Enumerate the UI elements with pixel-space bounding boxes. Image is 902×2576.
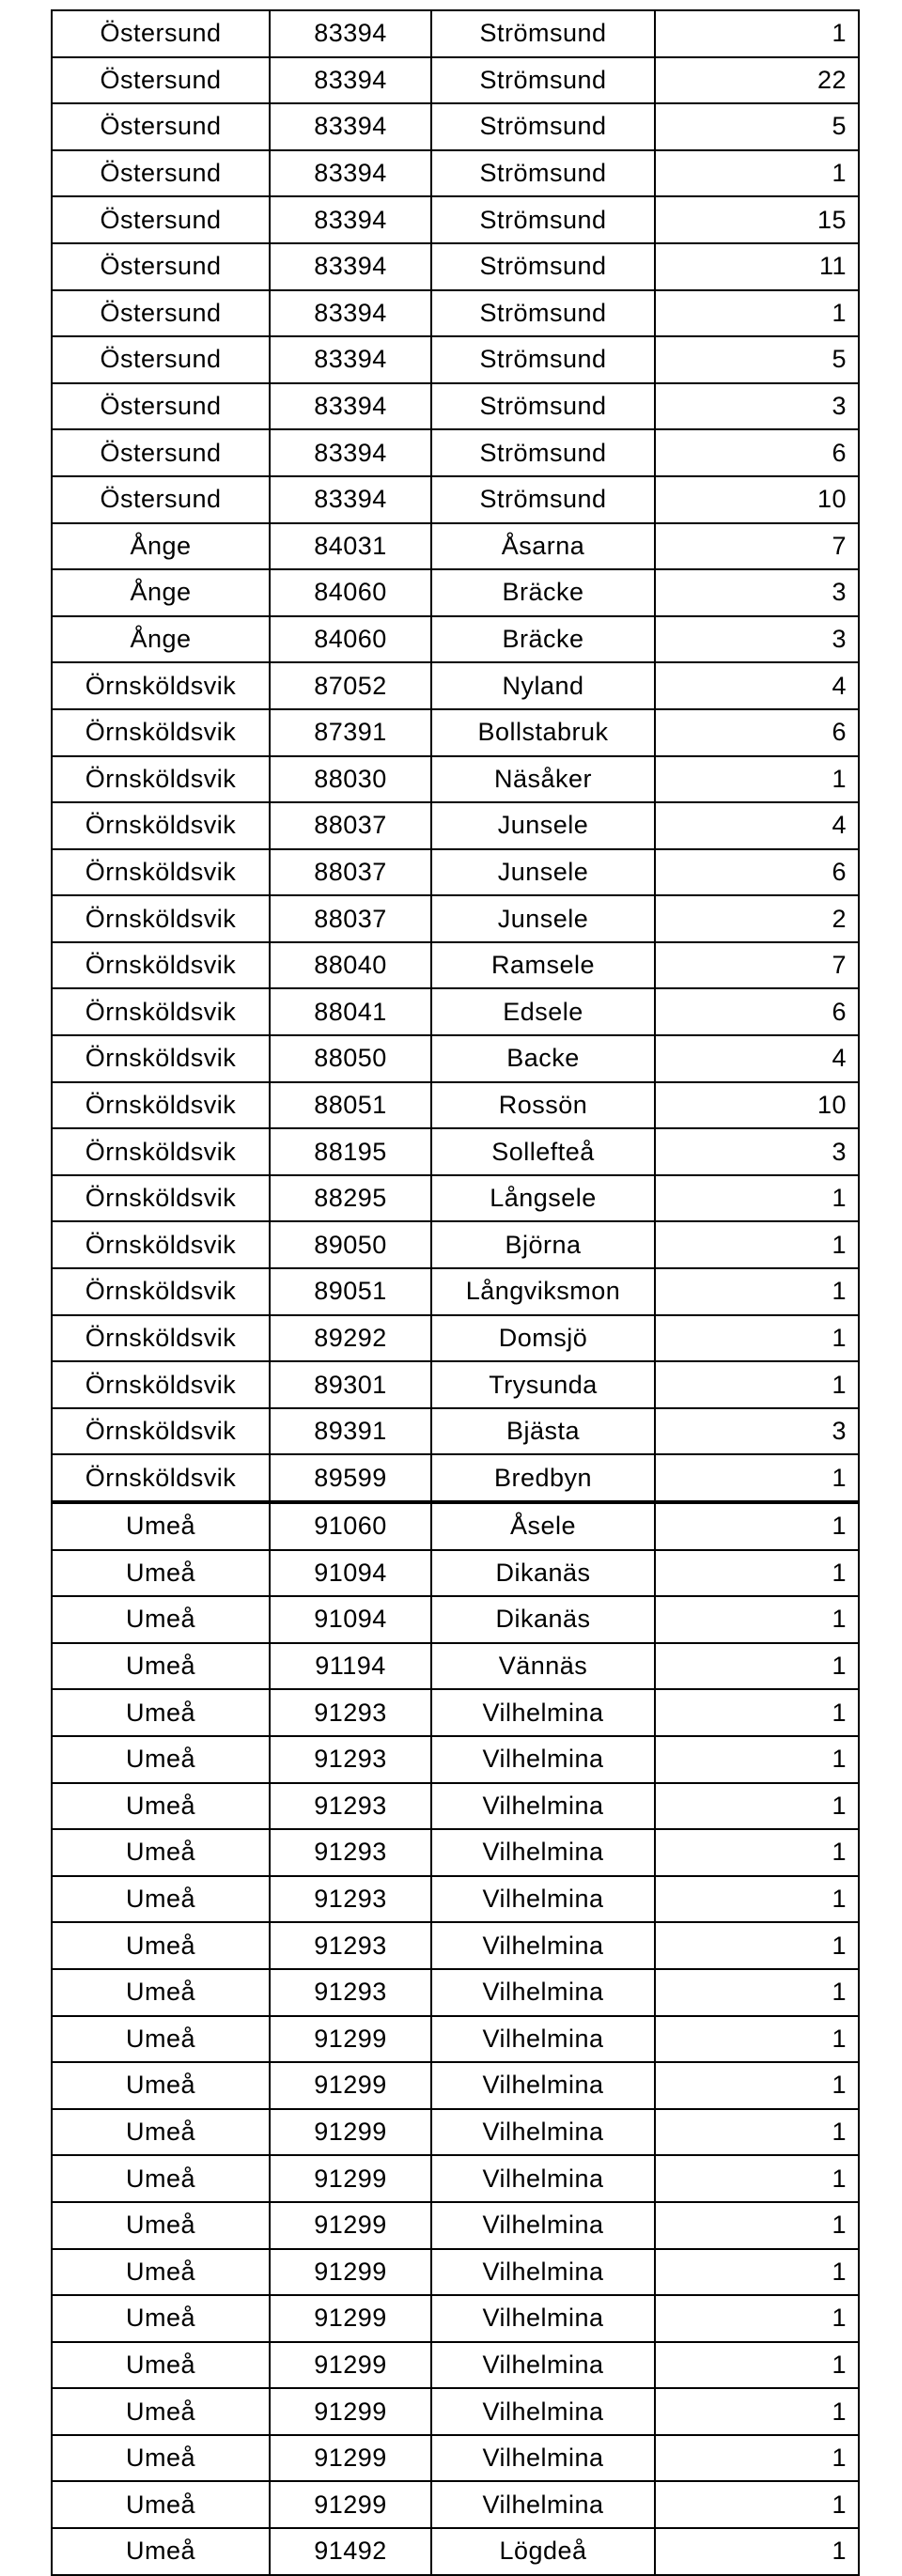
- count-cell: 22: [655, 57, 859, 104]
- postal-code-cell: 91293: [270, 1876, 431, 1923]
- city-cell: Umeå: [52, 2435, 270, 2482]
- city-cell: Örnsköldsvik: [52, 662, 270, 709]
- count-cell: 1: [655, 756, 859, 803]
- table-row: [52, 429, 859, 476]
- city-cell: Östersund: [52, 103, 270, 150]
- count-cell: 3: [655, 1128, 859, 1175]
- town-cell: Åsarna: [431, 523, 655, 570]
- table-row: [52, 1175, 859, 1222]
- count-cell: 1: [655, 2295, 859, 2342]
- city-cell: Örnsköldsvik: [52, 1082, 270, 1129]
- count-cell: 3: [655, 1408, 859, 1455]
- count-cell: 1: [655, 2481, 859, 2528]
- postal-code-cell: 88037: [270, 849, 431, 896]
- town-cell: Strömsund: [431, 290, 655, 337]
- count-cell: 1: [655, 10, 859, 57]
- city-cell: Östersund: [52, 383, 270, 430]
- count-cell: 1: [655, 290, 859, 337]
- city-cell: Örnsköldsvik: [52, 988, 270, 1035]
- table-row: [52, 57, 859, 104]
- city-cell: Örnsköldsvik: [52, 942, 270, 989]
- count-cell: 1: [655, 150, 859, 197]
- postal-code-cell: 83394: [270, 150, 431, 197]
- town-cell: Strömsund: [431, 10, 655, 57]
- town-cell: Dikanäs: [431, 1550, 655, 1597]
- count-cell: 5: [655, 336, 859, 383]
- count-cell: 1: [655, 1876, 859, 1923]
- town-cell: Domsjö: [431, 1315, 655, 1362]
- table-row: [52, 1689, 859, 1736]
- count-cell: 1: [655, 2155, 859, 2202]
- table-row: [52, 476, 859, 523]
- town-cell: Strömsund: [431, 196, 655, 243]
- table-row: [52, 1408, 859, 1455]
- town-cell: Strömsund: [431, 103, 655, 150]
- city-cell: Umeå: [52, 1643, 270, 1690]
- city-cell: Östersund: [52, 57, 270, 104]
- town-cell: Bredbyn: [431, 1454, 655, 1502]
- town-cell: Vilhelmina: [431, 1969, 655, 2016]
- city-cell: Örnsköldsvik: [52, 1035, 270, 1082]
- city-cell: Umeå: [52, 1689, 270, 1736]
- postal-code-cell: 91299: [270, 2155, 431, 2202]
- table-row: [52, 1829, 859, 1876]
- town-cell: Junsele: [431, 849, 655, 896]
- count-cell: 1: [655, 2109, 859, 2156]
- table-row: [52, 569, 859, 616]
- postal-code-cell: 83394: [270, 476, 431, 523]
- count-cell: 1: [655, 1829, 859, 1876]
- postal-code-cell: 83394: [270, 429, 431, 476]
- postal-code-cell: 87052: [270, 662, 431, 709]
- postal-code-cell: 91299: [270, 2295, 431, 2342]
- table-row: [52, 290, 859, 337]
- town-cell: Strömsund: [431, 429, 655, 476]
- table-row: [52, 1315, 859, 1362]
- table-row: [52, 662, 859, 709]
- table-row: [52, 150, 859, 197]
- table-row: [52, 2295, 859, 2342]
- count-cell: 2: [655, 895, 859, 942]
- town-cell: Vilhelmina: [431, 2109, 655, 2156]
- table-row: [52, 1876, 859, 1923]
- city-cell: Umeå: [52, 2016, 270, 2063]
- town-cell: Vilhelmina: [431, 1783, 655, 1830]
- table-row: [52, 616, 859, 663]
- city-cell: Örnsköldsvik: [52, 1454, 270, 1502]
- town-cell: Vilhelmina: [431, 1736, 655, 1783]
- count-cell: 6: [655, 429, 859, 476]
- table-row: [52, 1969, 859, 2016]
- table-row: [52, 942, 859, 989]
- city-cell: Östersund: [52, 243, 270, 290]
- city-cell: Örnsköldsvik: [52, 1268, 270, 1315]
- city-cell: Östersund: [52, 476, 270, 523]
- table-row: [52, 1454, 859, 1502]
- postal-code-cell: 91299: [270, 2481, 431, 2528]
- table-row: [52, 1643, 859, 1690]
- table-row: [52, 1596, 859, 1643]
- table-row: [52, 2062, 859, 2109]
- city-cell: Umeå: [52, 1876, 270, 1923]
- count-cell: 1: [655, 1736, 859, 1783]
- town-cell: Backe: [431, 1035, 655, 1082]
- postal-code-cell: 91293: [270, 1736, 431, 1783]
- postal-code-cell: 89051: [270, 1268, 431, 1315]
- count-cell: 1: [655, 1596, 859, 1643]
- town-cell: Edsele: [431, 988, 655, 1035]
- town-cell: Ramsele: [431, 942, 655, 989]
- town-cell: Vilhelmina: [431, 2016, 655, 2063]
- table-row: [52, 1082, 859, 1129]
- postal-code-cell: 91293: [270, 1922, 431, 1969]
- postal-code-cell: 84060: [270, 569, 431, 616]
- table-row: [52, 1221, 859, 1268]
- count-cell: 1: [655, 2388, 859, 2435]
- city-cell: Umeå: [52, 2388, 270, 2435]
- city-cell: Örnsköldsvik: [52, 895, 270, 942]
- city-cell: Östersund: [52, 336, 270, 383]
- town-cell: Lögdeå: [431, 2528, 655, 2575]
- count-cell: 1: [655, 1922, 859, 1969]
- table-row: [52, 1361, 859, 1408]
- city-cell: Östersund: [52, 290, 270, 337]
- table-row: [52, 1550, 859, 1597]
- count-cell: 4: [655, 1035, 859, 1082]
- postal-code-cell: 91094: [270, 1596, 431, 1643]
- town-cell: Vilhelmina: [431, 2435, 655, 2482]
- town-cell: Junsele: [431, 802, 655, 849]
- count-cell: 1: [655, 2435, 859, 2482]
- town-cell: Strömsund: [431, 150, 655, 197]
- table-row: [52, 1128, 859, 1175]
- count-cell: 3: [655, 569, 859, 616]
- table-row: [52, 336, 859, 383]
- city-cell: Umeå: [52, 2342, 270, 2389]
- table-row: [52, 103, 859, 150]
- town-cell: Vilhelmina: [431, 2155, 655, 2202]
- city-cell: Örnsköldsvik: [52, 1361, 270, 1408]
- town-cell: Vilhelmina: [431, 2342, 655, 2389]
- town-cell: Strömsund: [431, 383, 655, 430]
- city-cell: Umeå: [52, 2155, 270, 2202]
- postal-code-cell: 89050: [270, 1221, 431, 1268]
- count-cell: 1: [655, 2528, 859, 2575]
- count-cell: 6: [655, 988, 859, 1035]
- count-cell: 1: [655, 2016, 859, 2063]
- city-cell: Umeå: [52, 2481, 270, 2528]
- town-cell: Bräcke: [431, 569, 655, 616]
- postal-code-cell: 91299: [270, 2016, 431, 2063]
- count-cell: 6: [655, 849, 859, 896]
- postal-code-cell: 91293: [270, 1829, 431, 1876]
- postal-code-cell: 87391: [270, 709, 431, 756]
- count-cell: 3: [655, 616, 859, 663]
- count-cell: 10: [655, 1082, 859, 1129]
- postal-code-cell: 91299: [270, 2342, 431, 2389]
- count-cell: 1: [655, 1643, 859, 1690]
- postal-code-cell: 84031: [270, 523, 431, 570]
- postal-code-cell: 88037: [270, 895, 431, 942]
- town-cell: Vilhelmina: [431, 2481, 655, 2528]
- count-cell: 6: [655, 709, 859, 756]
- postal-code-cell: 88040: [270, 942, 431, 989]
- count-cell: 1: [655, 1268, 859, 1315]
- postal-code-cell: 83394: [270, 336, 431, 383]
- city-cell: Umeå: [52, 1922, 270, 1969]
- table-row: [52, 849, 859, 896]
- count-cell: 4: [655, 662, 859, 709]
- postal-code-cell: 88050: [270, 1035, 431, 1082]
- city-cell: Örnsköldsvik: [52, 1315, 270, 1362]
- table-row: [52, 2249, 859, 2296]
- postal-code-cell: 91299: [270, 2109, 431, 2156]
- count-cell: 11: [655, 243, 859, 290]
- town-cell: Bjästa: [431, 1408, 655, 1455]
- postal-code-cell: 89599: [270, 1454, 431, 1502]
- postal-code-cell: 91293: [270, 1689, 431, 1736]
- city-cell: Umeå: [52, 2109, 270, 2156]
- town-cell: Vilhelmina: [431, 1876, 655, 1923]
- table-row: [52, 2016, 859, 2063]
- town-cell: Vännäs: [431, 1643, 655, 1690]
- town-cell: Vilhelmina: [431, 1689, 655, 1736]
- town-cell: Rossön: [431, 1082, 655, 1129]
- postal-code-cell: 91194: [270, 1643, 431, 1690]
- postal-code-cell: 88030: [270, 756, 431, 803]
- table-row: [52, 196, 859, 243]
- city-cell: Örnsköldsvik: [52, 1408, 270, 1455]
- city-cell: Örnsköldsvik: [52, 802, 270, 849]
- town-cell: Dikanäs: [431, 1596, 655, 1643]
- count-cell: 1: [655, 1550, 859, 1597]
- count-cell: 1: [655, 2249, 859, 2296]
- city-cell: Umeå: [52, 1596, 270, 1643]
- table-row: [52, 1922, 859, 1969]
- city-cell: Umeå: [52, 1783, 270, 1830]
- table-row: [52, 2109, 859, 2156]
- table-row: [52, 988, 859, 1035]
- count-cell: 1: [655, 2062, 859, 2109]
- postal-code-cell: 91299: [270, 2435, 431, 2482]
- postal-code-cell: 88037: [270, 802, 431, 849]
- count-cell: 1: [655, 1969, 859, 2016]
- table-row: [52, 2481, 859, 2528]
- city-cell: Ånge: [52, 569, 270, 616]
- city-cell: Örnsköldsvik: [52, 849, 270, 896]
- postal-code-cell: 83394: [270, 103, 431, 150]
- table-row: [52, 2342, 859, 2389]
- count-cell: 5: [655, 103, 859, 150]
- table-row: [52, 10, 859, 57]
- town-cell: Bollstabruk: [431, 709, 655, 756]
- town-cell: Åsele: [431, 1502, 655, 1550]
- postal-code-cell: 88295: [270, 1175, 431, 1222]
- town-cell: Nyland: [431, 662, 655, 709]
- count-cell: 1: [655, 1783, 859, 1830]
- postal-code-cell: 91492: [270, 2528, 431, 2575]
- table-row: [52, 523, 859, 570]
- postal-code-cell: 84060: [270, 616, 431, 663]
- city-cell: Umeå: [52, 1550, 270, 1597]
- postal-code-cell: 91060: [270, 1502, 431, 1550]
- town-cell: Strömsund: [431, 336, 655, 383]
- table-row: [52, 383, 859, 430]
- count-cell: 1: [655, 1175, 859, 1222]
- city-cell: Örnsköldsvik: [52, 1175, 270, 1222]
- postal-code-cell: 83394: [270, 243, 431, 290]
- town-cell: Strömsund: [431, 243, 655, 290]
- table-row: [52, 2155, 859, 2202]
- postal-code-cell: 91293: [270, 1969, 431, 2016]
- city-cell: Ånge: [52, 523, 270, 570]
- town-cell: Långsele: [431, 1175, 655, 1222]
- count-cell: 7: [655, 523, 859, 570]
- city-cell: Örnsköldsvik: [52, 1221, 270, 1268]
- postal-code-cell: 83394: [270, 57, 431, 104]
- city-cell: Umeå: [52, 2062, 270, 2109]
- count-cell: 1: [655, 2342, 859, 2389]
- city-cell: Östersund: [52, 429, 270, 476]
- table-row: [52, 1783, 859, 1830]
- count-cell: 1: [655, 1689, 859, 1736]
- count-cell: 4: [655, 802, 859, 849]
- city-cell: Umeå: [52, 2249, 270, 2296]
- town-cell: Vilhelmina: [431, 2295, 655, 2342]
- town-cell: Strömsund: [431, 57, 655, 104]
- city-cell: Umeå: [52, 1736, 270, 1783]
- town-cell: Vilhelmina: [431, 1829, 655, 1876]
- town-cell: Vilhelmina: [431, 1922, 655, 1969]
- table-row: [52, 1736, 859, 1783]
- city-cell: Östersund: [52, 196, 270, 243]
- count-cell: 1: [655, 1315, 859, 1362]
- postal-code-cell: 88041: [270, 988, 431, 1035]
- town-cell: Sollefteå: [431, 1128, 655, 1175]
- postal-code-cell: 91094: [270, 1550, 431, 1597]
- count-cell: 1: [655, 1502, 859, 1550]
- town-cell: Trysunda: [431, 1361, 655, 1408]
- postal-code-cell: 88051: [270, 1082, 431, 1129]
- postal-code-cell: 83394: [270, 383, 431, 430]
- town-cell: Vilhelmina: [431, 2388, 655, 2435]
- postal-code-cell: 83394: [270, 10, 431, 57]
- postal-code-cell: 88195: [270, 1128, 431, 1175]
- table-body: [52, 10, 859, 2575]
- postal-code-table: [51, 9, 860, 2576]
- city-cell: Östersund: [52, 150, 270, 197]
- town-cell: Vilhelmina: [431, 2062, 655, 2109]
- count-cell: 1: [655, 1221, 859, 1268]
- postal-code-cell: 89391: [270, 1408, 431, 1455]
- table-row: [52, 2435, 859, 2482]
- city-cell: Örnsköldsvik: [52, 756, 270, 803]
- count-cell: 7: [655, 942, 859, 989]
- postal-code-cell: 91299: [270, 2388, 431, 2435]
- city-cell: Örnsköldsvik: [52, 709, 270, 756]
- postal-code-cell: 91293: [270, 1783, 431, 1830]
- table-row: [52, 2388, 859, 2435]
- city-cell: Ånge: [52, 616, 270, 663]
- postal-code-cell: 91299: [270, 2249, 431, 2296]
- city-cell: Östersund: [52, 10, 270, 57]
- town-cell: Strömsund: [431, 476, 655, 523]
- table-row: [52, 802, 859, 849]
- town-cell: Vilhelmina: [431, 2249, 655, 2296]
- table-row: [52, 2202, 859, 2249]
- count-cell: 1: [655, 1454, 859, 1502]
- count-cell: 1: [655, 1361, 859, 1408]
- table-row: [52, 243, 859, 290]
- table-row: [52, 709, 859, 756]
- count-cell: 15: [655, 196, 859, 243]
- postal-code-cell: 83394: [270, 196, 431, 243]
- table-row: [52, 2528, 859, 2575]
- city-cell: Umeå: [52, 2528, 270, 2575]
- count-cell: 1: [655, 2202, 859, 2249]
- table-row: [52, 1502, 859, 1550]
- table-row: [52, 1035, 859, 1082]
- postal-code-cell: 91299: [270, 2202, 431, 2249]
- postal-code-cell: 91299: [270, 2062, 431, 2109]
- city-cell: Örnsköldsvik: [52, 1128, 270, 1175]
- count-cell: 10: [655, 476, 859, 523]
- town-cell: Bräcke: [431, 616, 655, 663]
- table-row: [52, 895, 859, 942]
- town-cell: Vilhelmina: [431, 2202, 655, 2249]
- town-cell: Björna: [431, 1221, 655, 1268]
- town-cell: Näsåker: [431, 756, 655, 803]
- city-cell: Umeå: [52, 2202, 270, 2249]
- postal-code-cell: 83394: [270, 290, 431, 337]
- town-cell: Junsele: [431, 895, 655, 942]
- city-cell: Umeå: [52, 2295, 270, 2342]
- city-cell: Umeå: [52, 1829, 270, 1876]
- table-row: [52, 1268, 859, 1315]
- town-cell: Långviksmon: [431, 1268, 655, 1315]
- postal-code-cell: 89292: [270, 1315, 431, 1362]
- postal-code-cell: 89301: [270, 1361, 431, 1408]
- count-cell: 3: [655, 383, 859, 430]
- city-cell: Umeå: [52, 1969, 270, 2016]
- table-row: [52, 756, 859, 803]
- city-cell: Umeå: [52, 1502, 270, 1550]
